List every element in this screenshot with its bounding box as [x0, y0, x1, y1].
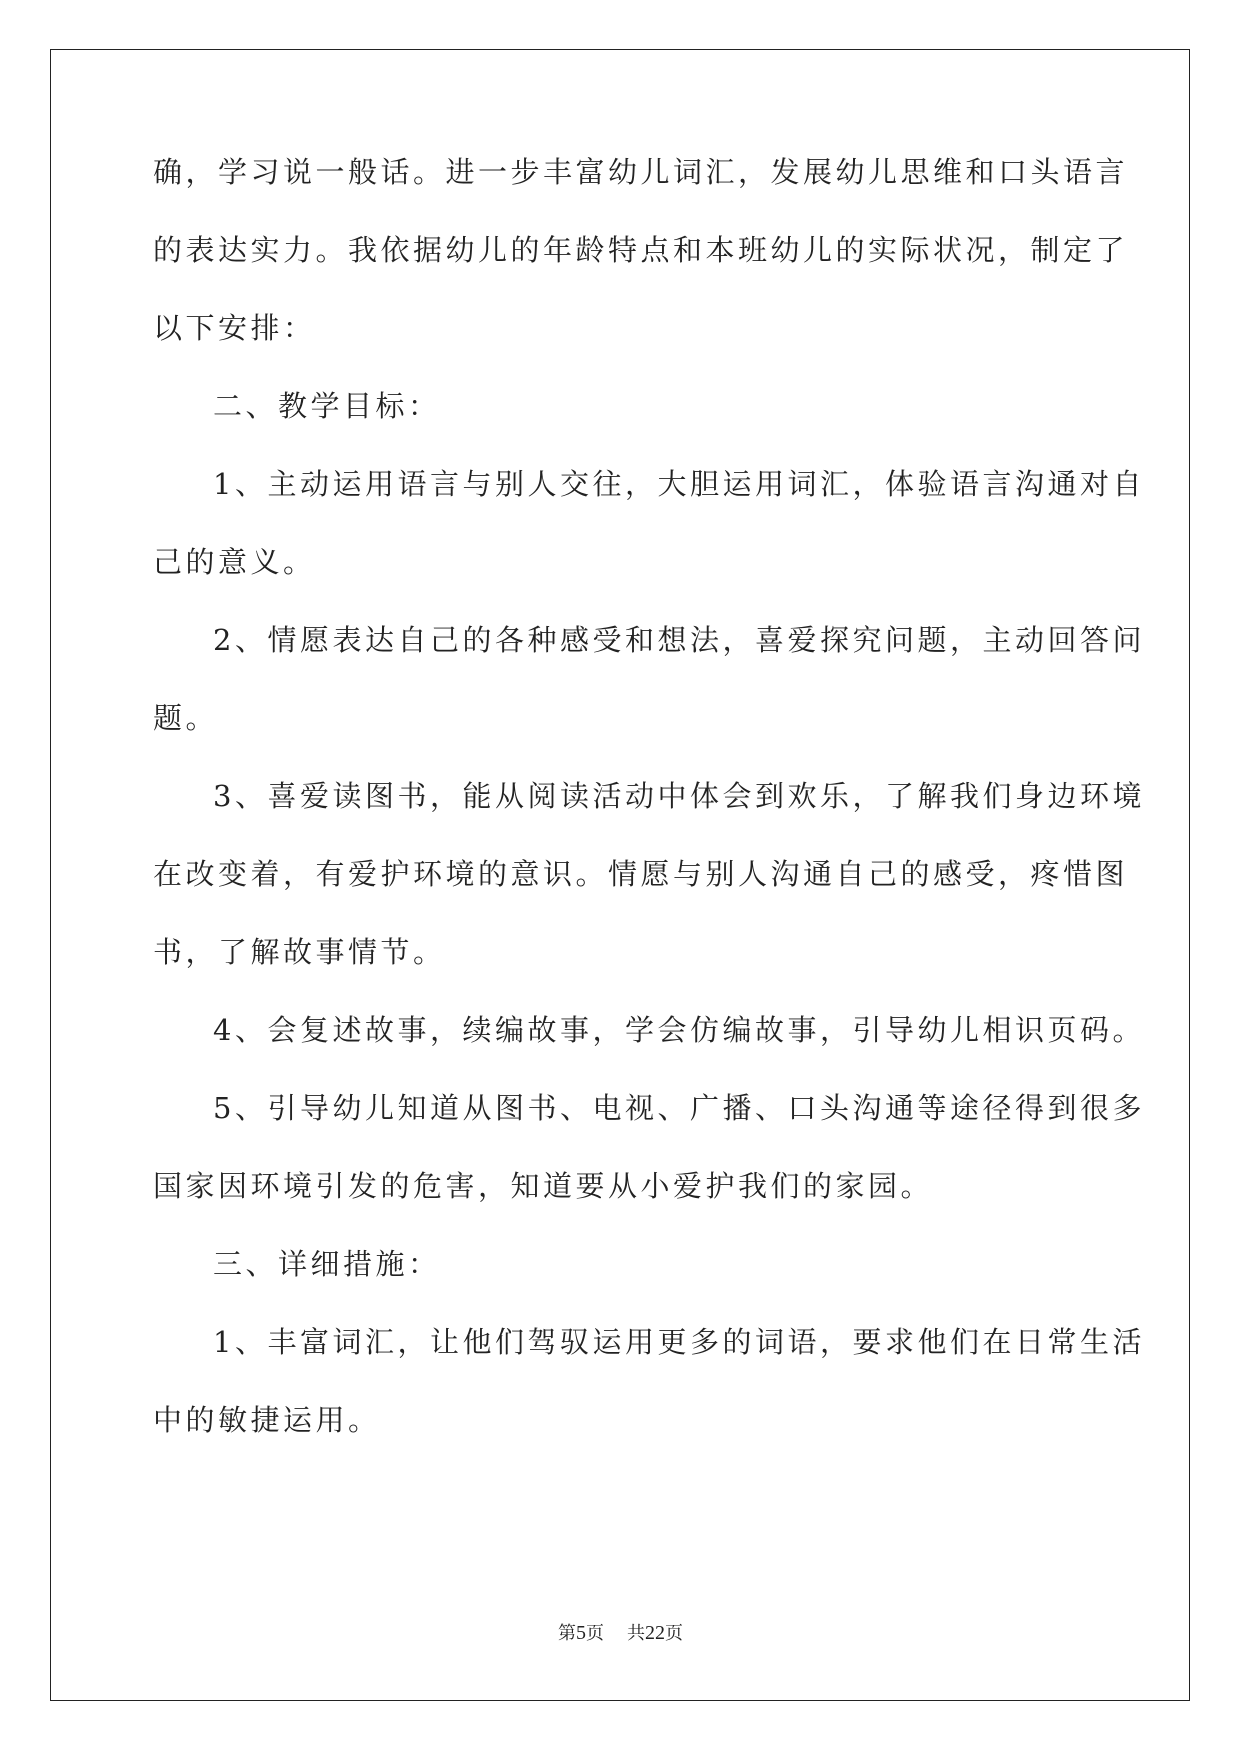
- body-line: 5、引导幼儿知道从图书、电视、广播、口头沟通等途径得到很多: [213, 1091, 1145, 1125]
- page-footer: [0, 1621, 1241, 1646]
- section-heading: 三、详细措施：: [213, 1247, 441, 1281]
- body-line: 以下安排：: [153, 311, 316, 345]
- footer-prefix: 第: [558, 1623, 577, 1644]
- body-line: 国家因环境引发的危害，知道要从小爱护我们的家园。: [153, 1169, 934, 1203]
- body-line: 己的意义。: [153, 545, 316, 579]
- body-line: 确，学习说一般话。进一步丰富幼儿词汇，发展幼儿思维和口头语言: [153, 155, 1129, 189]
- section-heading: 二、教学目标：: [213, 389, 441, 423]
- footer-total-suffix: 页: [664, 1623, 683, 1644]
- body-line: 2、情愿表达自己的各种感受和想法，喜爱探究问题，主动回答问: [213, 623, 1145, 657]
- body-line: 中的敏捷运用。: [153, 1403, 381, 1437]
- body-line: 书，了解故事情节。: [153, 935, 446, 969]
- body-line: 3、喜爱读图书，能从阅读活动中体会到欢乐，了解我们身边环境: [213, 779, 1145, 813]
- body-line: 题。: [153, 701, 219, 735]
- footer-total-prefix: 共: [626, 1623, 645, 1644]
- body-line: 的表达实力。我依据幼儿的年龄特点和本班幼儿的实际状况，制定了: [153, 233, 1129, 267]
- body-line: 在改变着，有爱护环境的意识。情愿与别人沟通自己的感受，疼惜图: [153, 857, 1129, 891]
- body-line: 4、会复述故事，续编故事，学会仿编故事，引导幼儿相识页码。: [213, 1013, 1145, 1047]
- footer-page-word: 页: [586, 1623, 605, 1644]
- body-line: 1、主动运用语言与别人交往，大胆运用词汇，体验语言沟通对自: [213, 467, 1145, 501]
- current-page-number: 5: [576, 1622, 587, 1644]
- total-page-number: 22: [644, 1622, 665, 1644]
- body-line: 1、丰富词汇，让他们驾驭运用更多的词语，要求他们在日常生活: [213, 1325, 1145, 1359]
